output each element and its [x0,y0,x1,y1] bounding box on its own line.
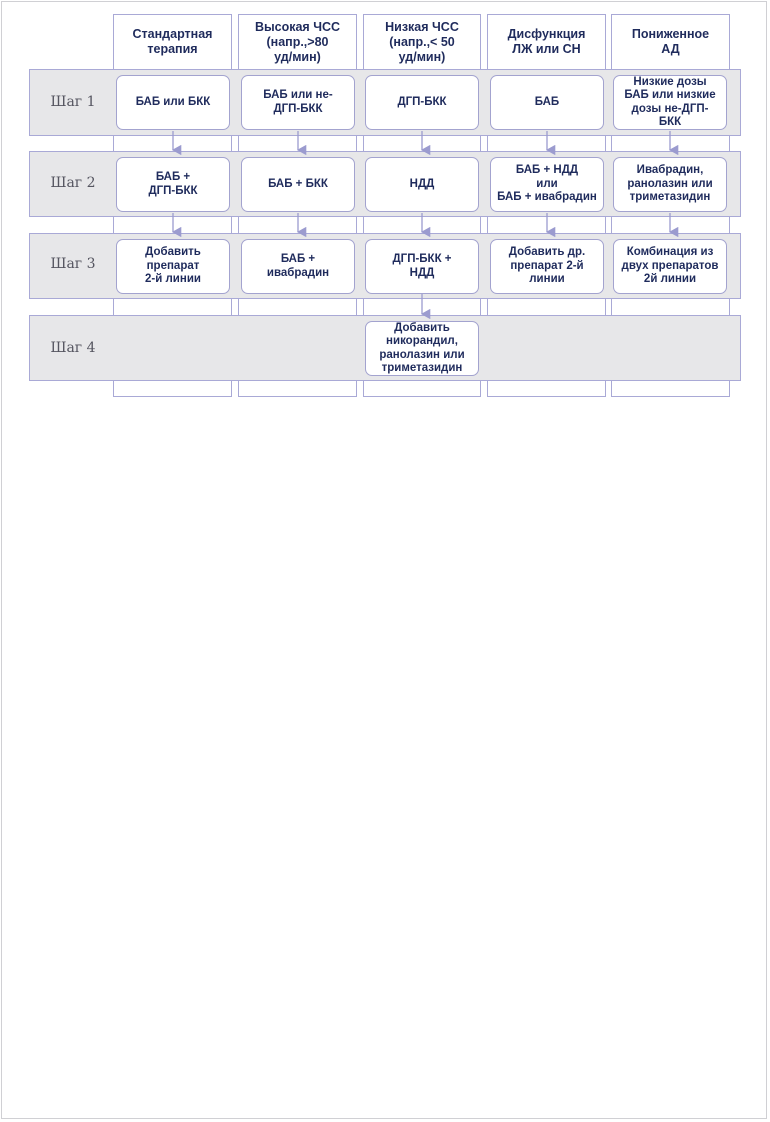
step1-box-high-hr: БАБ или не- ДГП-БКК [241,75,355,130]
step1-box-standard: БАБ или БКК [116,75,230,130]
step1-box-low-hr: ДГП-БКК [365,75,479,130]
step3-box-standard: Добавить препарат 2-й линии [116,239,230,294]
step2-box-low-bp: Ивабрадин, ранолазин или триметазидин [613,157,727,212]
column-header-high-hr: Высокая ЧСС (напр.,>80 уд/мин) [254,19,341,64]
step4-box-low-hr: Добавить никорандил, ранолазин или триметазидин [365,321,479,376]
step-label-4: Шаг 4 [50,340,96,356]
step2-box-standard: БАБ + ДГП-БКК [116,157,230,212]
step-label-2: Шаг 2 [50,175,96,191]
step3-box-low-bp: Комбинация из двух препаратов 2й линии [613,239,727,294]
step1-box-lv-dysfunction: БАБ [490,75,604,130]
step-label-1: Шаг 1 [50,94,96,110]
step3-box-low-hr: ДГП-БКК + НДД [365,239,479,294]
step2-box-low-hr: НДД [365,157,479,212]
step3-box-high-hr: БАБ + ивабрадин [241,239,355,294]
step2-box-high-hr: БАБ + БКК [241,157,355,212]
column-header-lv-dysfunction: Дисфункция ЛЖ или СН [507,27,586,56]
step2-box-lv-dysfunction: БАБ + НДД или БАБ + ивабрадин [490,157,604,212]
column-header-low-bp: Пониженное АД [631,27,710,56]
column-header-standard: Стандартная терапия [132,27,213,56]
step-label-3: Шаг 3 [50,256,96,272]
step3-box-lv-dysfunction: Добавить др. препарат 2-й линии [490,239,604,294]
column-header-low-hr: Низкая ЧСС (напр.,< 50 уд/мин) [385,19,459,64]
step1-box-low-bp: Низкие дозы БАБ или низкие дозы не-ДГП- БКК [613,75,727,130]
